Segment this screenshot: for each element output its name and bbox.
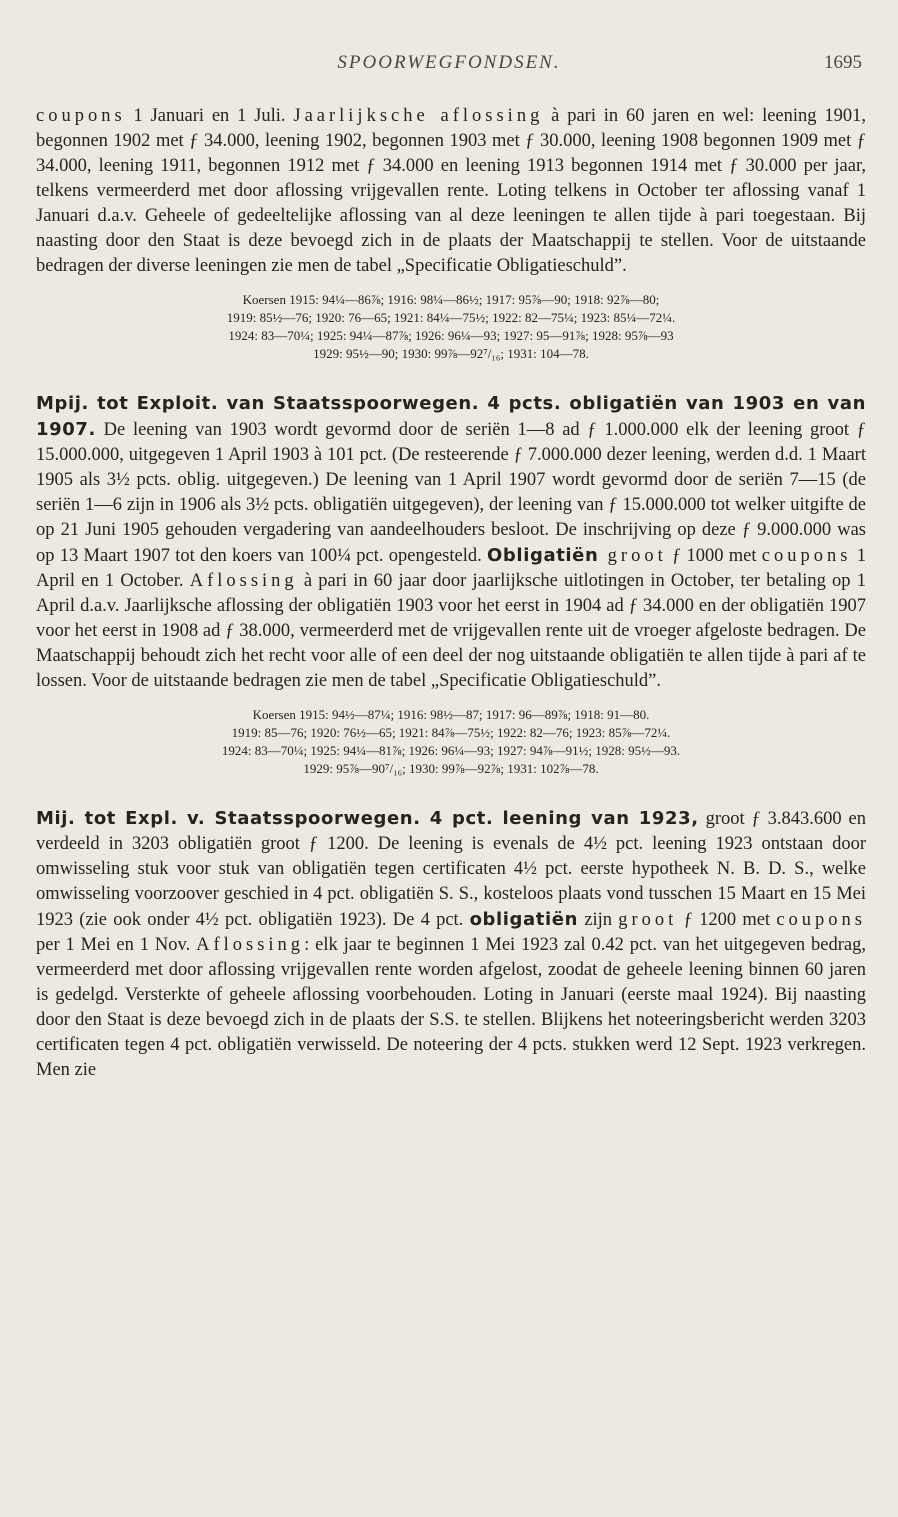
- body-text: [36, 104, 866, 1083]
- paragraph-text: : elk jaar te beginnen 1 Mei 1923 zal 0.42 pct. van het uitgegeven bedrag, vermeerderd met door aflossing vrijgevallen rente worden afgelost, zoodat de geheele leening binnen 60 jaren is gedelgd. Versterkte of geheele aflossing voorbehouden. Loting in Januari (eerste maal 1924). Bij naasting door den Staat is deze bevoegd zich in de plaats der S.S. te stellen. Blijkens het noteeringsbericht werden 3203 certificaten tegen 4 pct. obligatiën verwisseld. De noteering der 4 pcts. stukken werd 12 Sept. 1923 verkregen. Men zie: [36, 935, 867, 1080]
- quote-line: 1924: 83—70¼; 1925: 94¼—87⅞; 1926: 96¼—93; 1927: 95—91⅞; 1928: 95⅞—93: [228, 328, 674, 343]
- running-title: SPOORWEGFONDSEN.: [337, 52, 561, 73]
- spaced-term: coupons: [761, 546, 852, 566]
- continuation-paragraph: [36, 104, 866, 279]
- paragraph-text: groot ƒ 3.843.600 en verdeeld in 3203 obligatiën groot ƒ 1200. De leening is evenals de 4½ pct. leening 1923 ontstaan door omwisseling stuk voor stuk van obligatiën tegen certificaten 4½ pct. eerste hypotheek N. B. D. S., welke omwisseling voorzoover geschied in 4 pct. obligatiën S. S., kosteloos plaats vond tusschen 15 Maart en 15 Mei 1923 (zie ook onder 4½ pct. obligatiën 1923). De 4 pct.: [36, 809, 867, 930]
- company-heading: Mij. tot Expl. v. Staatsspoorwegen. 4 pct. leening van 1923,: [36, 808, 699, 829]
- page-number: 1695: [824, 52, 862, 73]
- price-quotes: [36, 291, 866, 363]
- paragraph-text: zijn: [577, 910, 619, 930]
- quote-line: 1929: 95½—90; 1930: 99⅞—92⁷/₁₆; 1931: 104—78.: [313, 346, 589, 361]
- spaced-term: groot: [598, 546, 667, 566]
- paragraph-text: ƒ 1200 met: [677, 910, 777, 930]
- subheading: obligatiën: [469, 909, 578, 930]
- spaced-term: groot: [618, 910, 678, 930]
- paragraph-text: ƒ 1000 met: [666, 546, 762, 566]
- spaced-term: Jaarlijksche aflossing: [293, 106, 544, 126]
- paragraph-text: à pari in 60 jaren en wel: leening 1901, begonnen 1902 met ƒ 34.000, leening 1902, begonnen 1903 met ƒ 30.000, leening 1908 begonnen 1909 met ƒ 34.000, leening 1911, begonnen 1912 met ƒ 34.000 en leening 1913 begonnen 1914 met ƒ 30.000 per jaar, telkens vermeerderd met door aflossing vrijgevallen rente. Loting telkens in October ter aflossing vanaf 1 Januari d.a.v. Geheele of gedeeltelijke aflossing van al deze leeningen te allen tijde à pari toegestaan. Bij naasting door den Staat is deze bevoegd zich in de plaats der Maatschappij te stellen. Voor de uitstaande bedragen der diverse leeningen zie men de tabel „Specificatie Obligatieschuld”.: [36, 106, 866, 276]
- paragraph-text: 1 Januari en 1 Juli.: [125, 106, 294, 126]
- company-paragraph: [36, 806, 866, 1083]
- quote-line: 1919: 85½—76; 1920: 76—65; 1921: 84¼—75½; 1922: 82—75¼; 1923: 85¼—72¼.: [226, 310, 676, 325]
- company-paragraph: [36, 391, 866, 694]
- spaced-term: coupons: [36, 106, 126, 126]
- spaced-term: Aflossing: [196, 935, 305, 955]
- paragraph-text: 1 April en 1 October.: [36, 546, 866, 591]
- paragraph-text: De leening van 1903 wordt gevormd door de seriën 1—8 ad ƒ 1.000.000 elk der leening groot ƒ 15.000.000, uitgegeven 1 April 1903 à 101 pct. (De resteerende ƒ 7.000.000 dezer leening, werden d.d. 1 Maart 1905 als 3½ pcts. oblig. uitgegeven.) De leening van 1 April 1907 wordt gevormd door de seriën 7—15 (de seriën 1—6 zijn in 1906 als 3½ pcts. obligatiën uitgegeven), der leening van ƒ 15.000.000 tot welker uitgifte de op 21 Juni 1905 gehouden vergadering van aandeelhouders besloot. De inschrijving op deze ƒ 9.000.000 was op 13 Maart 1907 tot den koers van 100¼ pct. opengesteld.: [36, 420, 866, 566]
- quote-line: 1924: 83—70¼; 1925: 94¼—81⅞; 1926: 96¼—93; 1927: 94⅞—91½; 1928: 95½—93.: [221, 743, 681, 758]
- spaced-term: coupons: [776, 910, 866, 930]
- quote-line: 1919: 85—76; 1920: 76½—65; 1921: 84⅞—75½; 1922: 82—76; 1923: 85⅞—72¼.: [231, 725, 671, 740]
- quote-line: 1929: 95⅞—90⁷/₁₆; 1930: 99⅞—92⅞; 1931: 102⅞—78.: [303, 761, 599, 776]
- quote-line: Koersen 1915: 94½—87¼; 1916: 98½—87; 1917: 96—89⅞; 1918: 91—80.: [252, 707, 650, 722]
- spaced-term: Aflossing: [189, 571, 298, 591]
- company-heading: Mpij. tot Exploit. van Staatsspoorwegen. 4 pcts. obligatiën van 1903 en van 1907.: [36, 393, 866, 440]
- quote-line: Koersen 1915: 94¼—86⅞; 1916: 98¼—86½; 1917: 95⅞—90; 1918: 92⅞—80;: [242, 292, 660, 307]
- price-quotes: [36, 706, 866, 778]
- paragraph-text: per 1 Mei en 1 Nov.: [36, 935, 197, 955]
- subheading: Obligatiën: [487, 545, 599, 566]
- paragraph-text: à pari in 60 jaar door jaarlijksche uitlotingen in October, ter betaling op 1 April d.a.v. Jaarlijksche aflossing der obligatiën 1903 voor het eerst in 1904 ad ƒ 34.000 en der obligatiën 1907 voor het eerst in 1908 ad ƒ 38.000, vermeerderd met de vrijgevallen rente uit de vroeger afgeloste bedragen. De Maatschappij behoudt zich het recht voor alle of een deel der nog uitstaande obligatiën te allen tijde à pari af te lossen. Voor de uitstaande bedragen zie men de tabel „Specificatie Obligatieschuld”.: [36, 571, 866, 691]
